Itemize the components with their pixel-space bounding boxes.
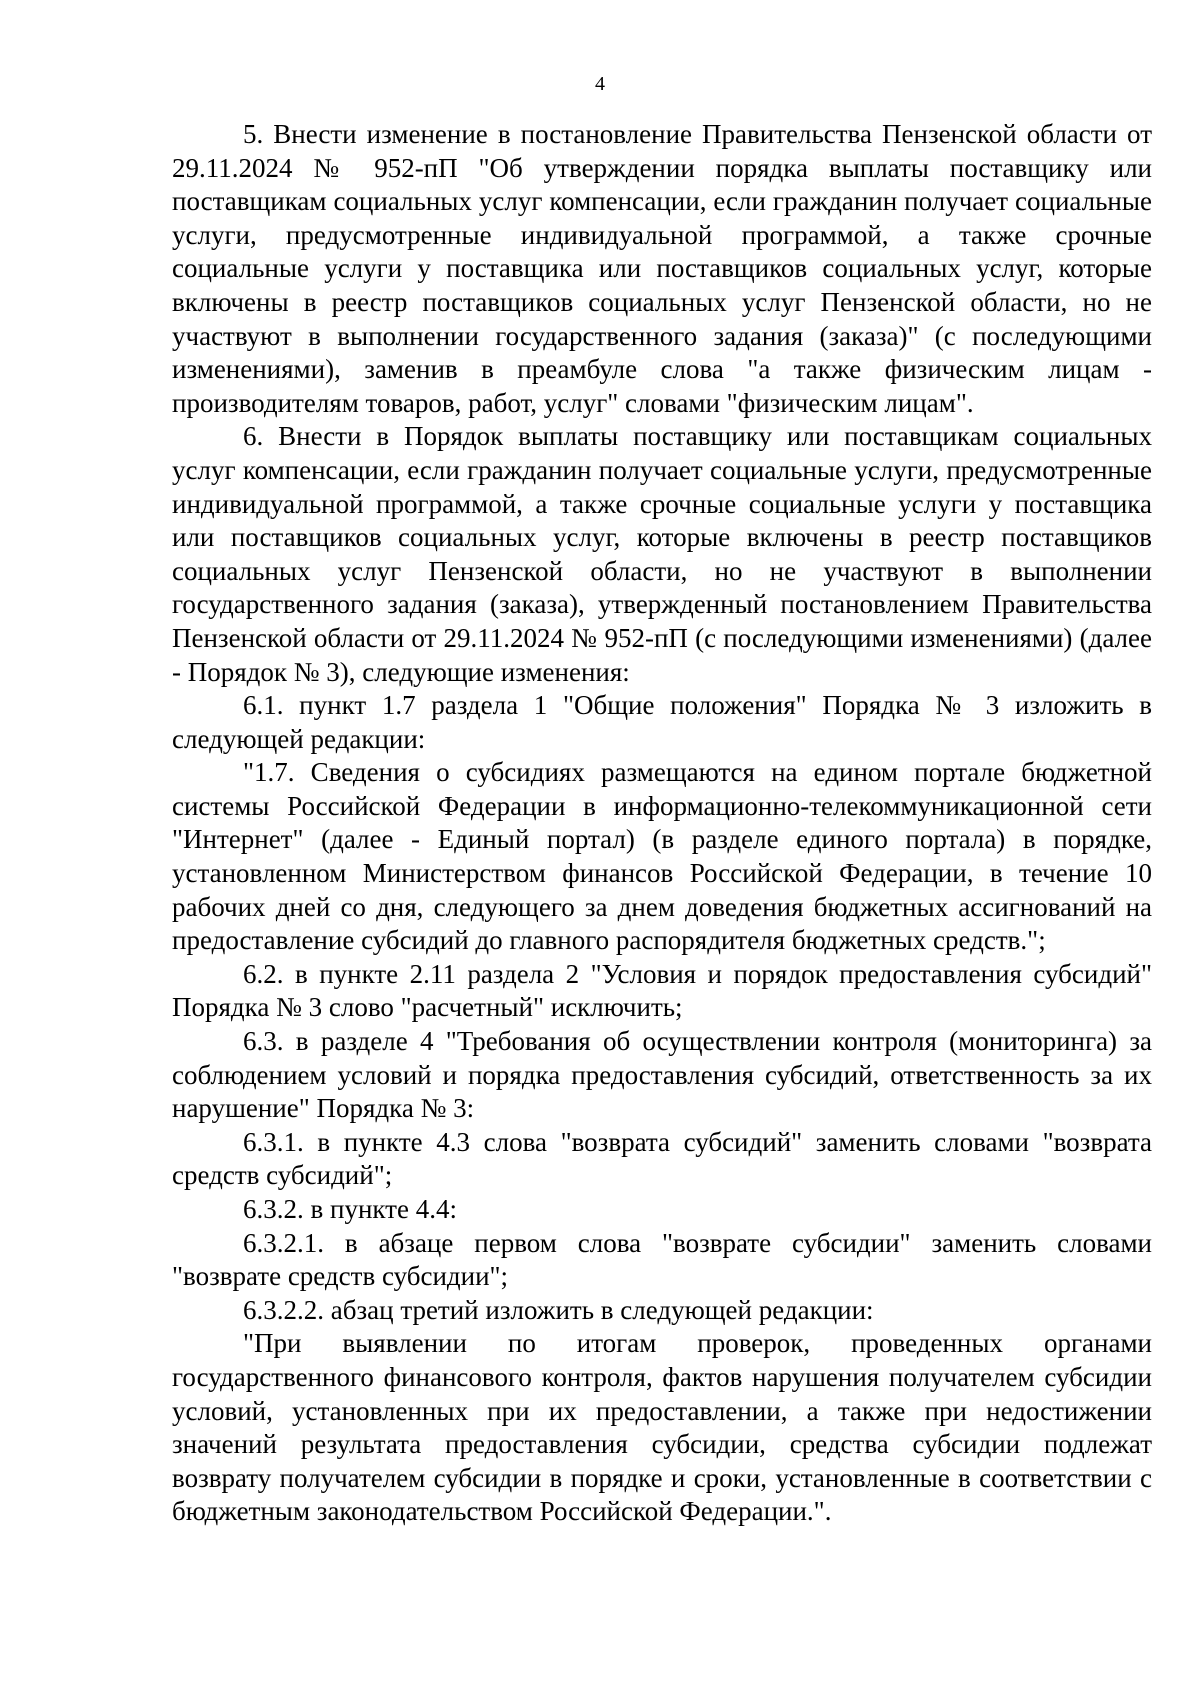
page-number: 4 <box>595 73 605 95</box>
paragraph-5: 5. Внести изменение в постановление Правительства Пензенской области от 29.11.2024 № 952-пП "Об утверждении порядка выплаты поставщику или поставщикам социальных услуг компенсации, если гражданин получает социальные услуги, предусмотренные индивидуальной программой, а также срочные социальные услуги у поставщика или поставщиков социальных услуг, которые включены в реестр поставщиков социальных услуг Пензенской области, но не участвуют в выполнении государственного задания (заказа)" (с последующими изменениями), заменив в преамбуле слова "а также физическим лицам - производителям товаров, работ, услуг" словами "физическим лицам". <box>172 119 1152 418</box>
paragraph-6-3: 6.3. в разделе 4 "Требования об осуществлении контроля (мониторинга) за соблюдением условий и порядка предоставления субсидий, ответственность за их нарушение" Порядка № 3: <box>172 1026 1152 1124</box>
paragraph-1-7-quote: "1.7. Сведения о субсидиях размещаются на едином портале бюджетной системы Российской Федерации в информационно-телекоммуникационной сети "Интернет" (далее - Единый портал) (в разделе единого портала) в порядке, установленном Министерством финансов Российской Федерации, в течение 10 рабочих дней со дня, следующего за днем доведения бюджетных ассигнований на предоставление субсидий до главного распорядителя бюджетных средств."; <box>172 757 1152 956</box>
paragraph-new-text-quote: "При выявлении по итогам проверок, проведенных органами государственного финансового контроля, фактов нарушения получателем субсидии условий, установленных при их предоставлении, а также при недостижении значений результата предоставления субсидии, средства субсидии подлежат возврату получателем субсидии в порядке и сроки, установленные в соответствии с бюджетным законодательством Российской Федерации.". <box>172 1328 1152 1527</box>
paragraph-6-3-1: 6.3.1. в пункте 4.3 слова "возврата субсидий" заменить словами "возврата средств субсидий"; <box>172 1126 1152 1191</box>
paragraph-6-3-2-2: 6.3.2.2. абзац третий изложить в следующей редакции: <box>243 1294 874 1325</box>
paragraph-6: 6. Внести в Порядок выплаты поставщику или поставщикам социальных услуг компенсации, если гражданин получает социальные услуги, предусмотренные индивидуальной программой, а также срочные социальные услуги у поставщика или поставщиков социальных услуг, которые включены в реестр поставщиков социальных услуг Пензенской области, но не участвуют в выполнении государственного задания (заказа), утвержденный постановлением Правительства Пензенской области от 29.11.2024 № 952-пП (с последующими изменениями) (далее - Порядок № 3), следующие изменения: <box>172 421 1152 687</box>
paragraph-6-3-2-1: 6.3.2.1. в абзаце первом слова "возврате субсидии" заменить словами "возврате средств субсидии"; <box>172 1227 1152 1292</box>
paragraph-6-2: 6.2. в пункте 2.11 раздела 2 "Условия и порядок предоставления субсидий" Порядка № 3 слово "расчетный" исключить; <box>172 958 1152 1023</box>
paragraph-6-3-2: 6.3.2. в пункте 4.4: <box>243 1194 457 1224</box>
document-body <box>172 118 1152 1529</box>
paragraph-6-1: 6.1. пункт 1.7 раздела 1 "Общие положения" Порядка № 3 изложить в следующей редакции: <box>172 690 1152 754</box>
